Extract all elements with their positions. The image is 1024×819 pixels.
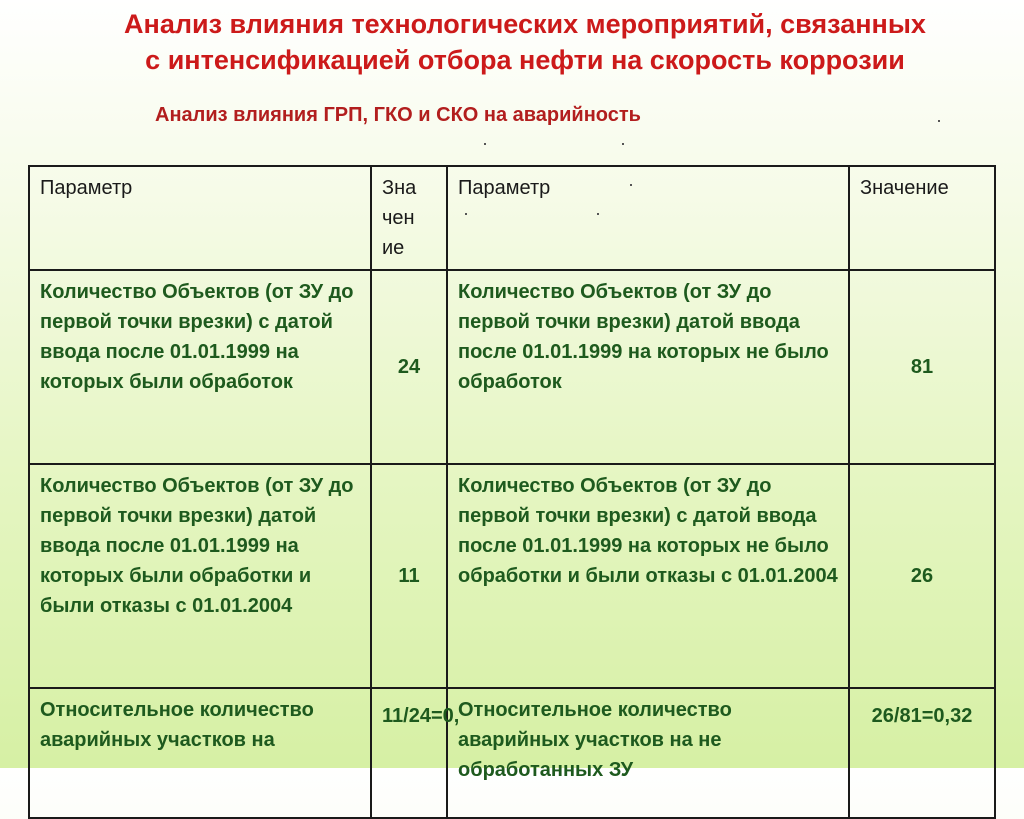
table-header-row <box>29 166 995 270</box>
row2-value-2: 26 <box>849 464 995 688</box>
slide-subtitle: Анализ влияния ГРП, ГКО и СКО на аварийность <box>155 104 641 126</box>
row1-param-1: Количество Объектов (от ЗУ до первой точки врезки) с датой ввода после 01.01.1999 на которых были обработок <box>29 270 371 464</box>
slide-title <box>40 6 1010 78</box>
stray-dot <box>484 143 486 145</box>
row3-param-1: Относительное количество аварийных участков на <box>29 688 371 818</box>
stray-dot <box>938 120 940 122</box>
row1-value-1: 24 <box>371 270 447 464</box>
table-row <box>29 464 995 688</box>
row3-value-1: 11/24=0, <box>371 688 447 818</box>
row3-param-2: Относительное количество аварийных участков на не обработанных ЗУ <box>447 688 849 818</box>
table-row <box>29 270 995 464</box>
stray-dot <box>622 143 624 145</box>
row1-param-2: Количество Объектов (от ЗУ до первой точки врезки) датой ввода после 01.01.1999 на которых не было обработок <box>447 270 849 464</box>
header-param-2: Параметр <box>447 166 849 270</box>
row2-value-1: 11 <box>371 464 447 688</box>
row3-value-2: 26/81=0,32 <box>849 688 995 818</box>
title-line-2: с интенсификацией отбора нефти на скорость коррозии <box>145 45 905 75</box>
table-row <box>29 688 995 818</box>
analysis-table <box>28 165 996 819</box>
title-line-1: Анализ влияния технологических мероприятий, связанных <box>124 9 926 39</box>
header-param-1: Параметр <box>29 166 371 270</box>
row2-param-2: Количество Объектов (от ЗУ до первой точки врезки) с датой ввода после 01.01.1999 на которых не было обработки и были отказы с 01.01.2004 <box>447 464 849 688</box>
header-value-1: Зна чен ие <box>371 166 447 270</box>
row2-param-1: Количество Объектов (от ЗУ до первой точки врезки) датой ввода после 01.01.1999 на которых были обработки и были отказы с 01.01.2004 <box>29 464 371 688</box>
row1-value-2: 81 <box>849 270 995 464</box>
header-value-2: Значение <box>849 166 995 270</box>
